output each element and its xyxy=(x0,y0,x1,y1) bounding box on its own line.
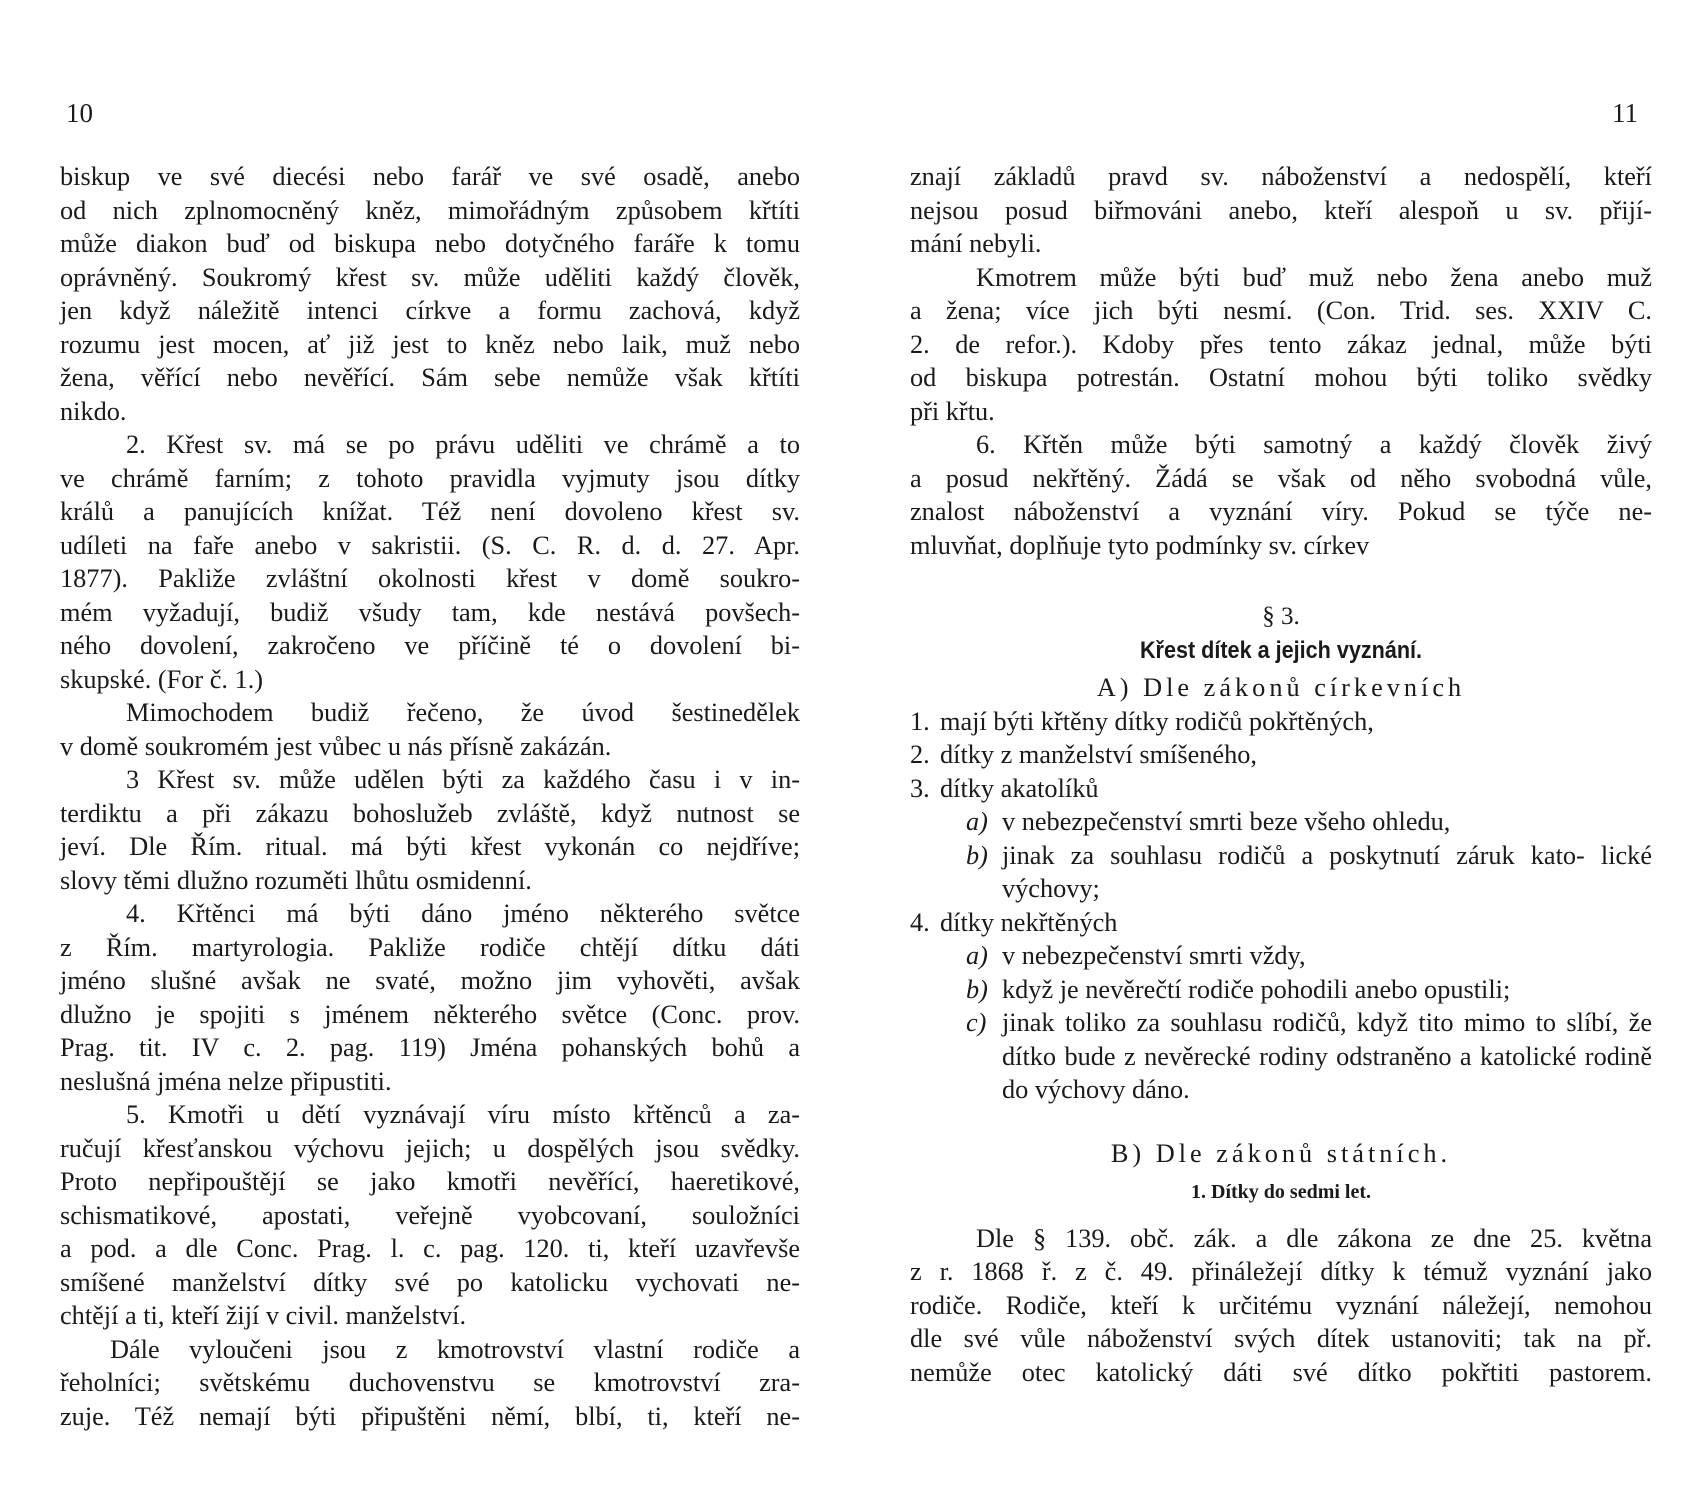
text-line: skupské. (For č. 1.) xyxy=(60,664,264,694)
list-a xyxy=(910,705,1652,1107)
text-line: jen když náležitě intenci církve a formu zachová, když xyxy=(60,296,800,325)
text-line: mluvňat, doplňuje tyto podmínky sv. církev xyxy=(910,530,1370,560)
sub-text: jinak toliko za souhlasu rodičů, když tito mimo to slíbí, že dítko bude z nevěrecké rodiny odstraněno a katolické rodině do výchovy dáno. xyxy=(1002,1008,1652,1104)
section-mark: § 3. xyxy=(1262,603,1300,630)
right-page-text xyxy=(910,160,1652,1389)
text-line: nikdo. xyxy=(60,396,127,426)
text-line: králů a panujících knížat. Též není dovoleno křest sv. xyxy=(60,497,800,526)
text-line: 4. Křtěnci má býti dáno jméno některého světce xyxy=(126,899,800,928)
text-line: 5. Kmotři u dětí vyznávají víru místo křtěnců a za- xyxy=(126,1100,800,1129)
list-number: 4. xyxy=(910,907,930,937)
text-line: neslušná jména nelze připustiti. xyxy=(60,1066,392,1096)
sub-letter: b) xyxy=(966,840,988,870)
text-line: oprávněný. Soukromý křest sv. může uděliti každý člověk, xyxy=(60,262,800,292)
page-number-right: 11 xyxy=(1612,98,1638,128)
text-line: jeví. Dle Řím. ritual. má býti křest vykonán co nejdříve; xyxy=(60,832,800,861)
text-line: Proto nepřipouštějí se jako kmotři nevěřící, haeretikové, xyxy=(60,1167,800,1196)
text-line: ného dovolení, zakročeno ve příčině té o dovolení bi- xyxy=(60,631,800,660)
sub-list-item xyxy=(966,805,1652,839)
sub-letter: b) xyxy=(966,974,988,1004)
list-text: mají býti křtěny dítky rodičů pokřtěných, xyxy=(940,706,1374,736)
text-line: mání nebyli. xyxy=(910,229,1042,258)
text-line: Mimochodem budiž řečeno, že úvod šestinedělek xyxy=(126,698,800,727)
text-line: znalost náboženství a vyznání víry. Pokud se týče ne- xyxy=(910,497,1652,526)
text-line: od biskupa potrestán. Ostatní mohou býti toliko svědky xyxy=(910,363,1652,392)
sub-text: v nebezpečenství smrti beze všeho ohledu, xyxy=(1002,807,1451,836)
text-line: může diakon buď od biskupa nebo dotyčného faráře k tomu xyxy=(60,229,800,258)
text-line: a posud nekřtěný. Žádá se však od něho svobodná vůle, xyxy=(910,463,1652,493)
text-line: nemůže otec katolický dáti své dítko pokřtiti pastorem. xyxy=(910,1357,1652,1387)
list-number: 3. xyxy=(910,773,930,803)
text-line: Prag. tit. IV c. 2. pag. 119) Jména pohanských bohů a xyxy=(60,1033,800,1062)
list-number: 1. xyxy=(910,706,930,736)
sub-list-item xyxy=(966,973,1652,1007)
text-line: řeholníci; světskému duchovenstvu se kmotrovství zra- xyxy=(60,1368,800,1397)
subheading-b1: 1. Dítky do sedmi let. xyxy=(1191,1181,1371,1203)
text-line: dlužno je spojiti s jménem některého světce (Conc. prov. xyxy=(60,999,800,1029)
text-line: slovy těmi dlužno rozuměti lhůtu osmidenní. xyxy=(60,865,532,895)
text-line: z Řím. martyrologia. Pakliže rodiče chtějí dítku dáti xyxy=(60,932,800,962)
sub-text: jinak za souhlasu rodičů a poskytnutí záruk kato- lické výchovy; xyxy=(1002,840,1652,903)
text-line: zuje. Též nemají býti připuštěni němí, blbí, ti, kteří ne- xyxy=(60,1401,800,1431)
text-line: dle své vůle náboženství svých dítek ustanoviti; tak na př. xyxy=(910,1324,1652,1353)
sub-list-item xyxy=(966,839,1652,906)
text-line: Kmotrem může býti buď muž nebo žena anebo muž xyxy=(976,262,1652,292)
sub-letter: c) xyxy=(966,1008,987,1037)
text-line: od nich zplnomocněný kněz, mimořádným způsobem křtíti xyxy=(60,195,800,225)
text-line: biskup ve své diecési nebo farář ve své osadě, anebo xyxy=(60,162,800,191)
sub-text: v nebezpečenství smrti vždy, xyxy=(1002,941,1306,970)
text-line: z r. 1868 ř. z č. 49. přináležejí dítky k témuž vyznání jako xyxy=(910,1257,1652,1286)
text-line: rodiče. Rodiče, kteří k určitému vyznání náležejí, nemohou xyxy=(910,1290,1652,1320)
sub-letter: a) xyxy=(966,807,988,836)
list-text: dítky z manželství smíšeného, xyxy=(940,740,1257,769)
text-line: udíleti na faře anebo v sakristii. (S. C. R. d. d. 27. Apr. xyxy=(60,530,800,560)
text-line: ve chrámě farním; z tohoto pravidla vyjmuty jsou dítky xyxy=(60,463,800,493)
left-page-text xyxy=(60,160,800,1433)
text-line: mém vyžadují, budiž všudy tam, kde nestává povšech- xyxy=(60,597,800,627)
list-text: dítky nekřtěných xyxy=(940,907,1118,937)
text-line: 6. Křtěn může býti samotný a každý člověk živý xyxy=(976,430,1652,459)
text-line: jméno slušné avšak ne svaté, možno jim vyhověti, avšak xyxy=(60,966,800,995)
page-number-left: 10 xyxy=(66,98,93,128)
text-line: při křtu. xyxy=(910,396,995,426)
list-item xyxy=(910,906,1652,940)
text-line: žena, věřící nebo nevěřící. Sám sebe nemůže však křtíti xyxy=(60,363,800,392)
sub-list-item xyxy=(966,939,1652,973)
text-line: smíšené manželství dítky své po katolicku vychovati ne- xyxy=(60,1267,800,1297)
text-line: nejsou posud biřmováni anebo, kteří alespoň u sv. přijí- xyxy=(910,195,1652,225)
text-line: chtějí a ti, kteří žijí v civil. manželství. xyxy=(60,1301,467,1330)
text-line: schismatikové, apostati, veřejně vyobcovaní, souložníci xyxy=(60,1200,800,1230)
text-line: 1877). Pakliže zvláštní okolnosti křest v domě soukro- xyxy=(60,564,800,593)
sub-text: když je nevěrečtí rodiče pohodili anebo opustili; xyxy=(1002,974,1511,1004)
text-line: Dle § 139. obč. zák. a dle zákona ze dne 25. května xyxy=(976,1223,1652,1253)
text-line: 3 Křest sv. může udělen býti za každého času i v in- xyxy=(126,765,800,794)
section-title: Křest dítek a jejich vyznání. xyxy=(1139,636,1423,664)
sub-list-item xyxy=(966,1006,1652,1107)
text-line: terdiktu a při zákazu bohoslužeb zvláště, když nutnost se xyxy=(60,798,800,828)
list-text: dítky akatolíků xyxy=(940,773,1099,803)
text-line: a žena; více jich býti nesmí. (Con. Trid. ses. XXIV C. xyxy=(910,296,1652,325)
text-line: ručují křesťanskou výchovu jejich; u dospělých jsou svědky. xyxy=(60,1133,800,1163)
text-line: 2. de refor.). Kdoby přes tento zákaz jednal, může býti xyxy=(910,329,1652,359)
text-line: a pod. a dle Conc. Prag. l. c. pag. 120. ti, kteří uzavřevše xyxy=(60,1234,800,1263)
text-line: rozumu jest mocen, ať již jest to kněz nebo laik, muž nebo xyxy=(60,329,800,359)
heading-b: B) Dle zákonů státních. xyxy=(1110,1138,1452,1168)
list-item xyxy=(910,738,1652,772)
text-line: znají základů pravd sv. náboženství a nedospělí, kteří xyxy=(910,162,1652,191)
text-line: Dále vyloučeni jsou z kmotrovství vlastní rodiče a xyxy=(110,1334,800,1364)
sub-letter: a) xyxy=(966,941,988,970)
text-line: v domě soukromém jest vůbec u nás přísně zakázán. xyxy=(60,731,612,761)
list-item xyxy=(910,705,1652,739)
list-number: 2. xyxy=(910,740,930,769)
list-item xyxy=(910,772,1652,806)
text-line: 2. Křest sv. má se po právu uděliti ve chrámě a to xyxy=(126,430,800,459)
heading-a: A) Dle zákonů církevních xyxy=(1096,673,1466,702)
